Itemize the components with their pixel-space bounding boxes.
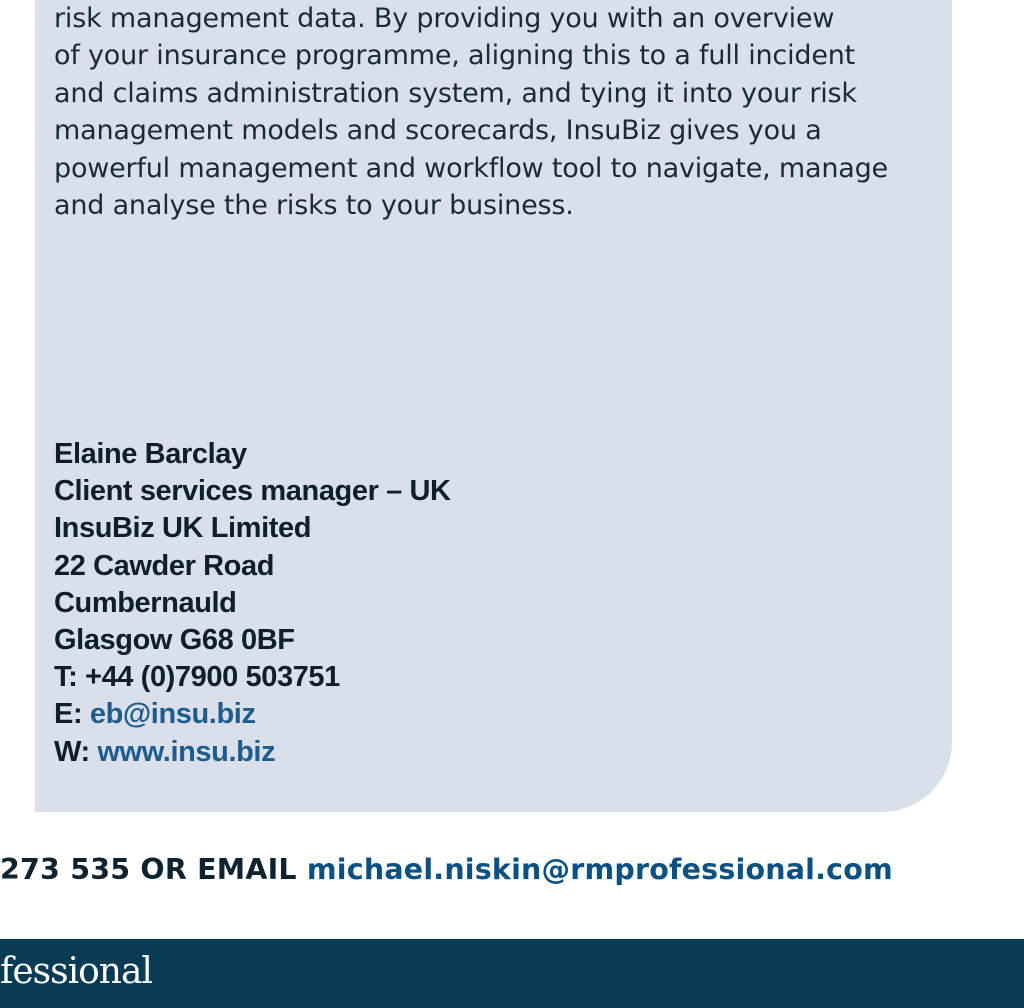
article-line: of your insurance programme, aligning this to a full incident xyxy=(54,40,856,72)
web-label: W: xyxy=(54,735,90,768)
footer-email-link[interactable]: michael.niskin@rmprofessional.com xyxy=(306,853,893,886)
banner-logo-text: fessional xyxy=(0,951,152,992)
phone-number: +44 (0)7900 503751 xyxy=(85,661,340,694)
email-link[interactable]: eb@insu.biz xyxy=(89,698,256,731)
article-line: and claims administration system, and tying it into your risk xyxy=(54,77,857,109)
phone-label: T: xyxy=(54,661,78,694)
footer-contact-line xyxy=(0,853,893,886)
article-line: and analyse the risks to your business. xyxy=(54,190,574,222)
email-label: E: xyxy=(54,698,83,731)
contact-street: 22 Cawder Road xyxy=(54,549,275,582)
contact-phone-row xyxy=(54,659,451,696)
web-link[interactable]: www.insu.biz xyxy=(97,735,276,768)
contact-block xyxy=(54,436,451,771)
contact-web-row xyxy=(54,734,451,771)
article-line: risk management data. By providing you with an overview xyxy=(54,3,835,34)
article-body xyxy=(54,0,934,224)
contact-email-row xyxy=(54,696,451,733)
contact-town: Cumbernauld xyxy=(54,586,237,619)
footer-banner xyxy=(0,939,1024,1008)
contact-company: InsuBiz UK Limited xyxy=(54,512,312,545)
article-line: management models and scorecards, InsuBiz gives you a xyxy=(54,115,822,147)
footer-lead-text: 273 535 OR EMAIL xyxy=(0,853,297,886)
article-line: powerful management and workflow tool to navigate, manage xyxy=(54,152,888,184)
contact-name: Elaine Barclay xyxy=(54,438,247,470)
contact-title: Client services manager – UK xyxy=(54,475,451,508)
contact-city-postcode: Glasgow G68 0BF xyxy=(54,624,295,657)
